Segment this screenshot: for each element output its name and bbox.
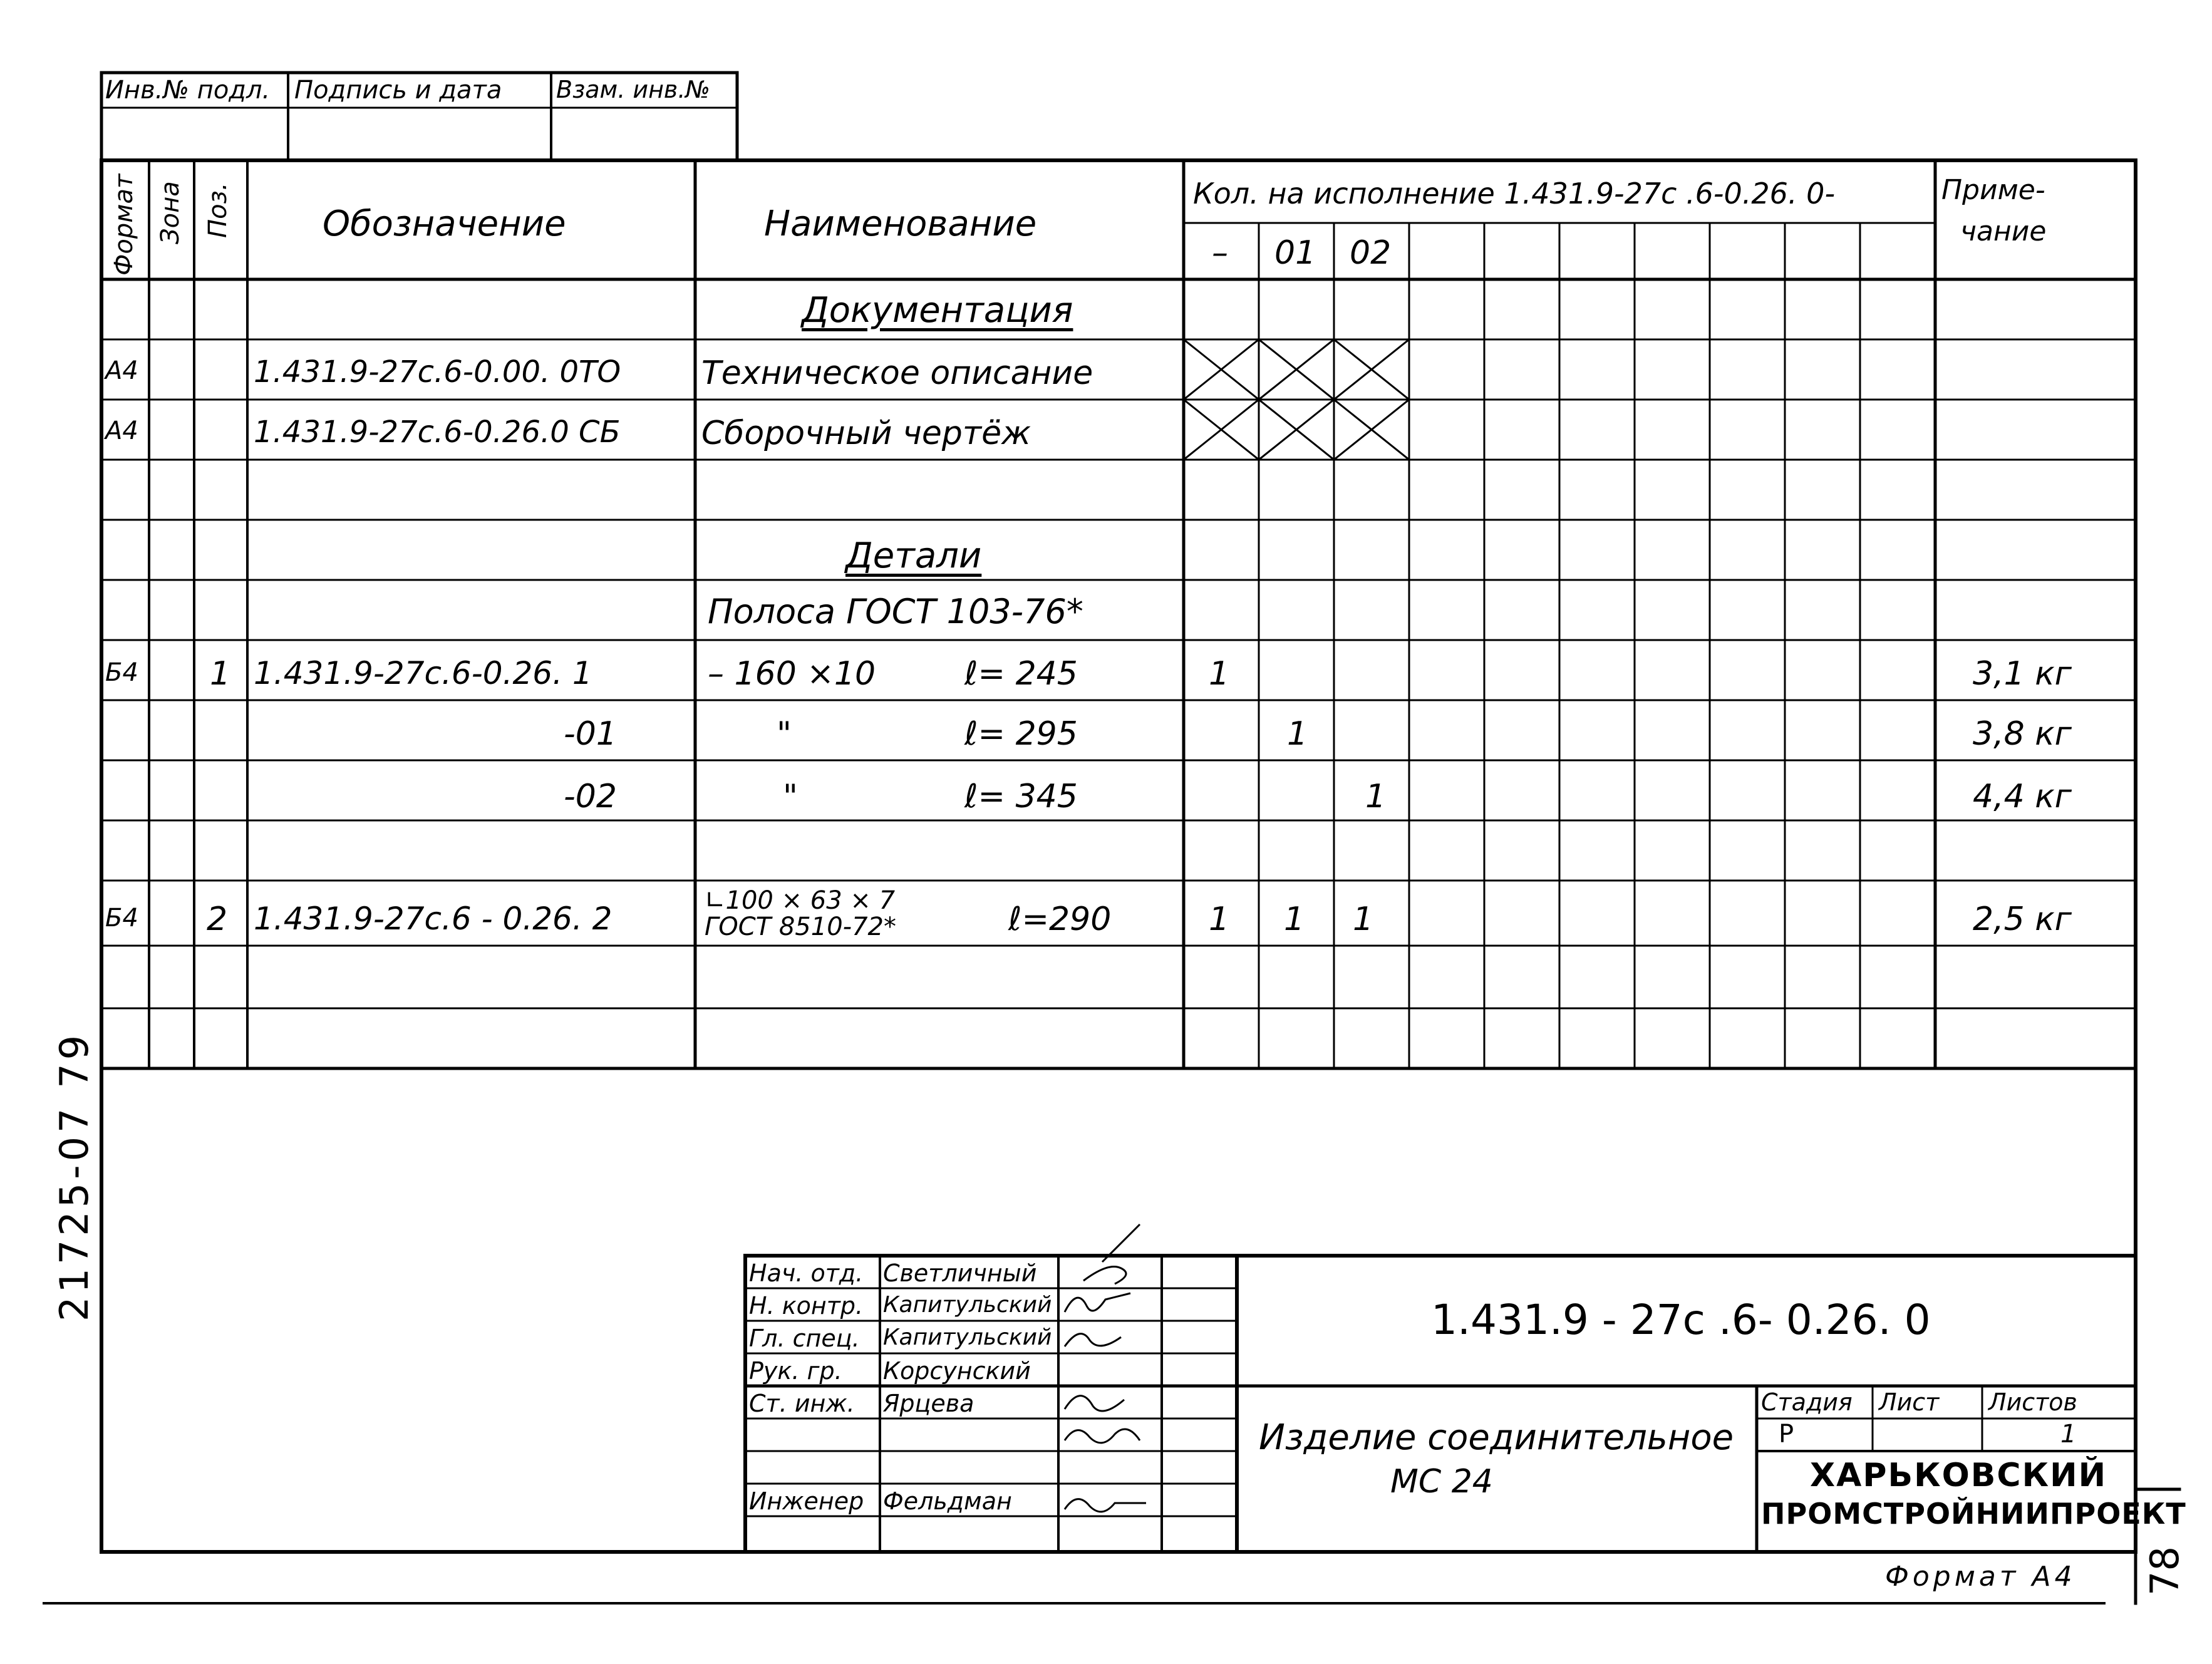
polosa-gost: Полоса ГОСТ 103-76* bbox=[708, 592, 1083, 631]
listov-value: 1 bbox=[2060, 1420, 2077, 1449]
format-label: Формат А4 bbox=[1885, 1561, 2076, 1593]
signer-role-6: Инженер bbox=[749, 1487, 864, 1515]
doc1-format: А4 bbox=[105, 356, 138, 385]
part2-qty-02: 1 bbox=[1353, 901, 1374, 938]
signer-name-3: Капитульский bbox=[883, 1325, 1052, 1350]
variant-base: – bbox=[1212, 234, 1228, 272]
doc1-oboznachenie: 1.431.9-27с.6-0.00. 0ТО bbox=[254, 354, 621, 390]
podpis-data-label: Подпись и дата bbox=[294, 76, 502, 105]
variant-02: 02 bbox=[1350, 234, 1392, 272]
part1-02-oboznachenie: -02 bbox=[564, 778, 617, 815]
header-oboznachenie: Обозначение bbox=[323, 204, 566, 244]
part2-qty-base: 1 bbox=[1209, 901, 1230, 938]
part1-primechanie: 3,1 кг bbox=[1973, 655, 2072, 693]
header-naimenovanie: Наименование bbox=[764, 204, 1037, 244]
part2-format: Б4 bbox=[105, 904, 138, 933]
doc1-naimenovanie: Техническое описание bbox=[701, 354, 1093, 392]
variant-01: 01 bbox=[1274, 234, 1316, 272]
part1-02-length: ℓ= 345 bbox=[964, 778, 1078, 815]
signer-name-1: Светличный bbox=[883, 1259, 1037, 1287]
part1-02-qty: 1 bbox=[1365, 778, 1387, 815]
signatures bbox=[1065, 1224, 1146, 1512]
part1-01-length: ℓ= 295 bbox=[964, 715, 1078, 753]
section-documentation: Документация bbox=[802, 290, 1073, 331]
part1-02-primechanie: 4,4 кг bbox=[1973, 778, 2072, 815]
part2-naimenovanie-profile: ∟100 × 63 × 7 bbox=[705, 886, 896, 915]
doc2-oboznachenie: 1.431.9-27с.6-0.26.0 СБ bbox=[254, 415, 621, 450]
product-name: Изделие соединительное bbox=[1259, 1417, 1734, 1458]
org-name-line-1: ХАРЬКОВСКИЙ bbox=[1810, 1457, 2107, 1494]
signer-role-3: Гл. спец. bbox=[749, 1325, 860, 1352]
part2-oboznachenie: 1.431.9-27с.6 - 0.26. 2 bbox=[254, 901, 612, 937]
header-zona: Зона bbox=[156, 181, 185, 244]
doc2-format: А4 bbox=[105, 416, 138, 445]
header-kol-na-ispolnenie: Кол. на исполнение 1.431.9-27с .6-0.26. 0- bbox=[1193, 177, 1836, 210]
part1-length: ℓ= 245 bbox=[964, 655, 1078, 693]
part1-01-oboznachenie: -01 bbox=[564, 715, 617, 753]
org-name-line-2: ПРОМСТРОЙНИИПРОЕКТ bbox=[1761, 1497, 2186, 1531]
part2-poz: 2 bbox=[207, 901, 228, 938]
vzam-inv-label: Взам. инв.№ bbox=[556, 76, 710, 103]
signer-role-1: Нач. отд. bbox=[749, 1259, 864, 1287]
page-number: 78 bbox=[2142, 1546, 2188, 1596]
inv-podl-label: Инв.№ подл. bbox=[105, 76, 271, 105]
section-parts: Детали bbox=[845, 535, 982, 576]
part2-primechanie: 2,5 кг bbox=[1973, 901, 2072, 938]
part1-01-primechanie: 3,8 кг bbox=[1973, 715, 2072, 753]
stadia-value: Р bbox=[1779, 1420, 1794, 1449]
header-primechanie-1: Приме- bbox=[1941, 174, 2045, 206]
part1-02-naimenovanie: " bbox=[783, 778, 798, 815]
part2-qty-01: 1 bbox=[1284, 901, 1305, 938]
header-poz: Поз. bbox=[204, 182, 232, 238]
signer-role-4: Рук. гр. bbox=[749, 1357, 842, 1385]
part1-oboznachenie: 1.431.9-27с.6-0.26. 1 bbox=[254, 655, 592, 691]
designation: 1.431.9 - 27с .6- 0.26. 0 bbox=[1431, 1296, 1931, 1344]
signer-name-4: Корсунский bbox=[883, 1357, 1031, 1385]
signer-name-2: Капитульский bbox=[883, 1292, 1052, 1318]
header-format: Формат bbox=[110, 173, 138, 276]
list-label: Лист bbox=[1879, 1388, 1940, 1416]
part1-naimenovanie: – 160 ×10 bbox=[708, 655, 876, 693]
listov-label: Листов bbox=[1988, 1388, 2077, 1416]
side-archive-number: 21725-07 79 bbox=[51, 1031, 97, 1321]
part2-length: ℓ=290 bbox=[1008, 901, 1112, 938]
doc2-naimenovanie: Сборочный чертёж bbox=[701, 415, 1031, 452]
signer-name-5: Ярцева bbox=[883, 1390, 974, 1417]
part1-01-qty: 1 bbox=[1287, 715, 1308, 753]
part1-qty: 1 bbox=[1209, 655, 1230, 693]
signer-role-2: Н. контр. bbox=[749, 1292, 864, 1320]
stadia-label: Стадия bbox=[1761, 1388, 1853, 1416]
part1-format: Б4 bbox=[105, 658, 138, 687]
signer-role-5: Ст. инж. bbox=[749, 1390, 855, 1417]
product-code: МС 24 bbox=[1390, 1463, 1493, 1501]
part1-01-naimenovanie: " bbox=[777, 715, 792, 753]
header-primechanie-2: чание bbox=[1960, 215, 2047, 247]
part1-poz: 1 bbox=[210, 655, 231, 693]
part2-naimenovanie-gost: ГОСТ 8510-72* bbox=[705, 912, 896, 941]
signer-name-6: Фельдман bbox=[883, 1487, 1012, 1515]
